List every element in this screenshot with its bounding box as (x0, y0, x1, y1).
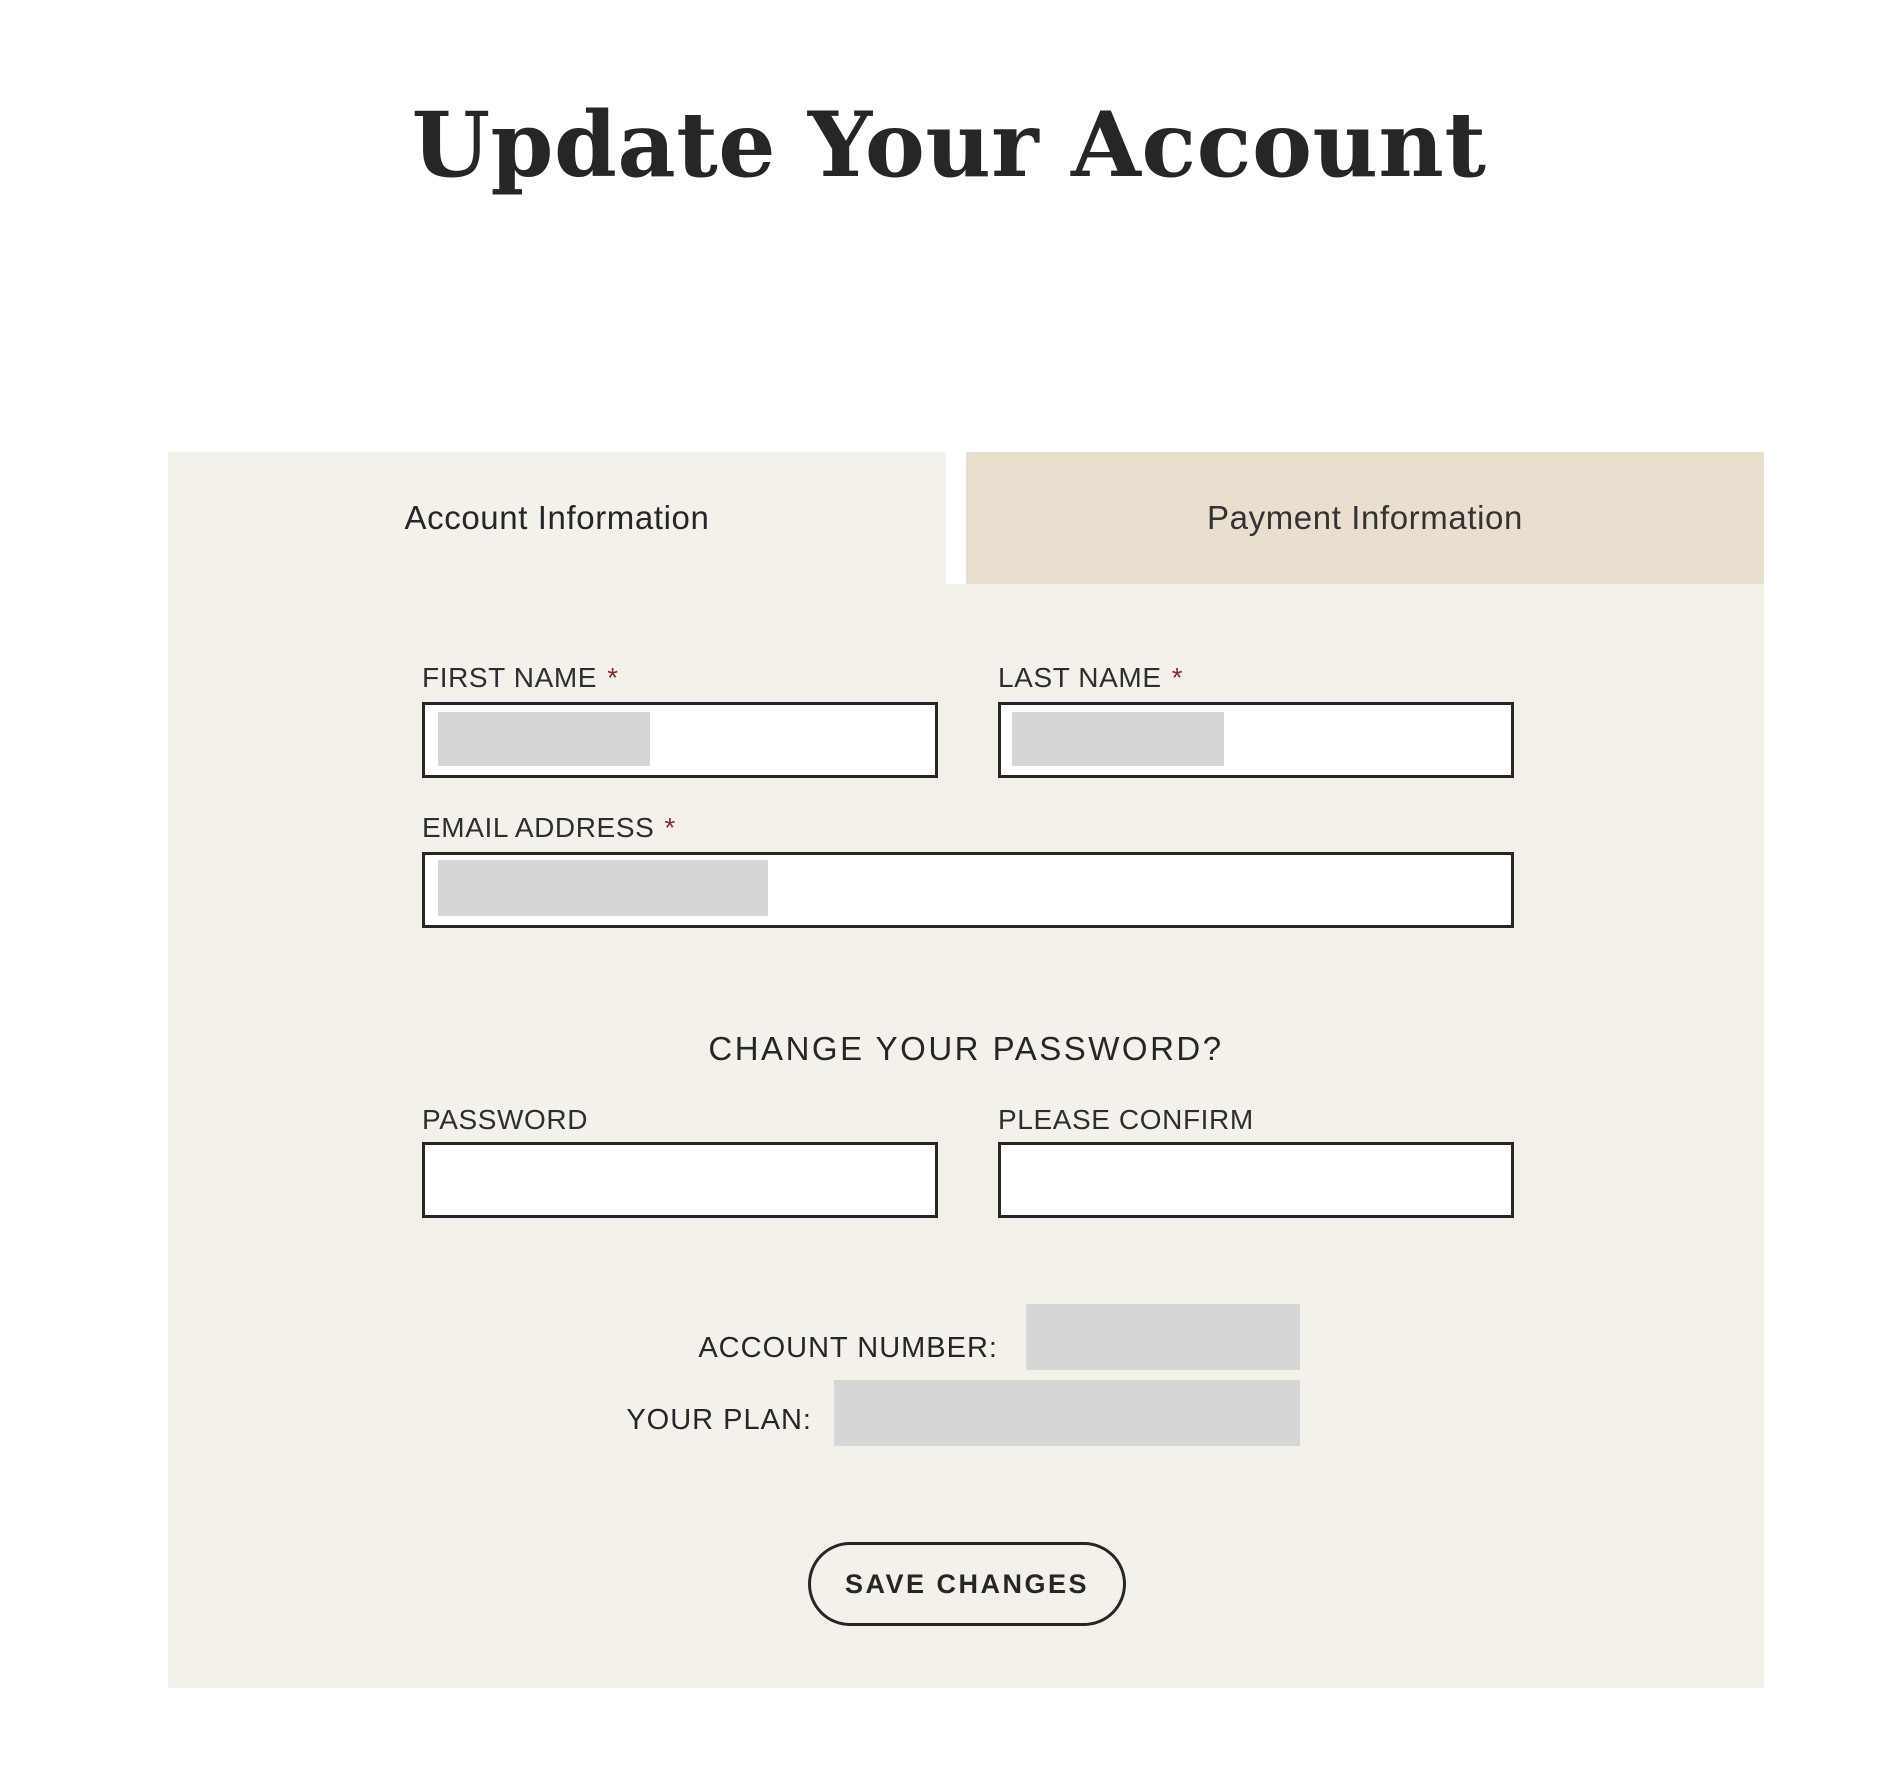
last-name-label (998, 662, 1183, 694)
tab-account-information[interactable] (168, 452, 946, 584)
tab-divider (946, 452, 966, 584)
email-label-text: EMAIL ADDRESS (422, 812, 655, 843)
plan-label: YOUR PLAN: (626, 1404, 812, 1436)
page-title: Update Your Account (411, 92, 1487, 198)
confirm-password-label: PLEASE CONFIRM (998, 1104, 1254, 1135)
last-name-redacted-value (1012, 712, 1224, 766)
first-name-redacted-value (438, 712, 650, 766)
password-input[interactable] (422, 1142, 938, 1218)
first-name-label (422, 662, 619, 694)
plan-redacted-value (834, 1380, 1300, 1446)
tab-account-information-label: Account Information (404, 499, 710, 536)
tab-payment-information[interactable] (966, 452, 1764, 584)
tab-payment-information-label: Payment Information (1207, 499, 1523, 536)
first-name-label-text: FIRST NAME (422, 662, 598, 693)
account-number-label: ACCOUNT NUMBER: (698, 1332, 998, 1364)
confirm-password-input[interactable] (998, 1142, 1514, 1218)
required-marker: * (664, 812, 676, 843)
change-password-heading: CHANGE YOUR PASSWORD? (708, 1030, 1224, 1067)
save-changes-button[interactable]: SAVE CHANGES (808, 1542, 1126, 1626)
last-name-label-text: LAST NAME (998, 662, 1162, 693)
email-redacted-value (438, 860, 768, 916)
required-marker: * (607, 662, 619, 693)
account-number-redacted-value (1026, 1304, 1300, 1370)
email-label (422, 812, 676, 844)
account-form-panel (168, 452, 1764, 1688)
required-marker: * (1171, 662, 1184, 693)
password-label: PASSWORD (422, 1104, 589, 1135)
